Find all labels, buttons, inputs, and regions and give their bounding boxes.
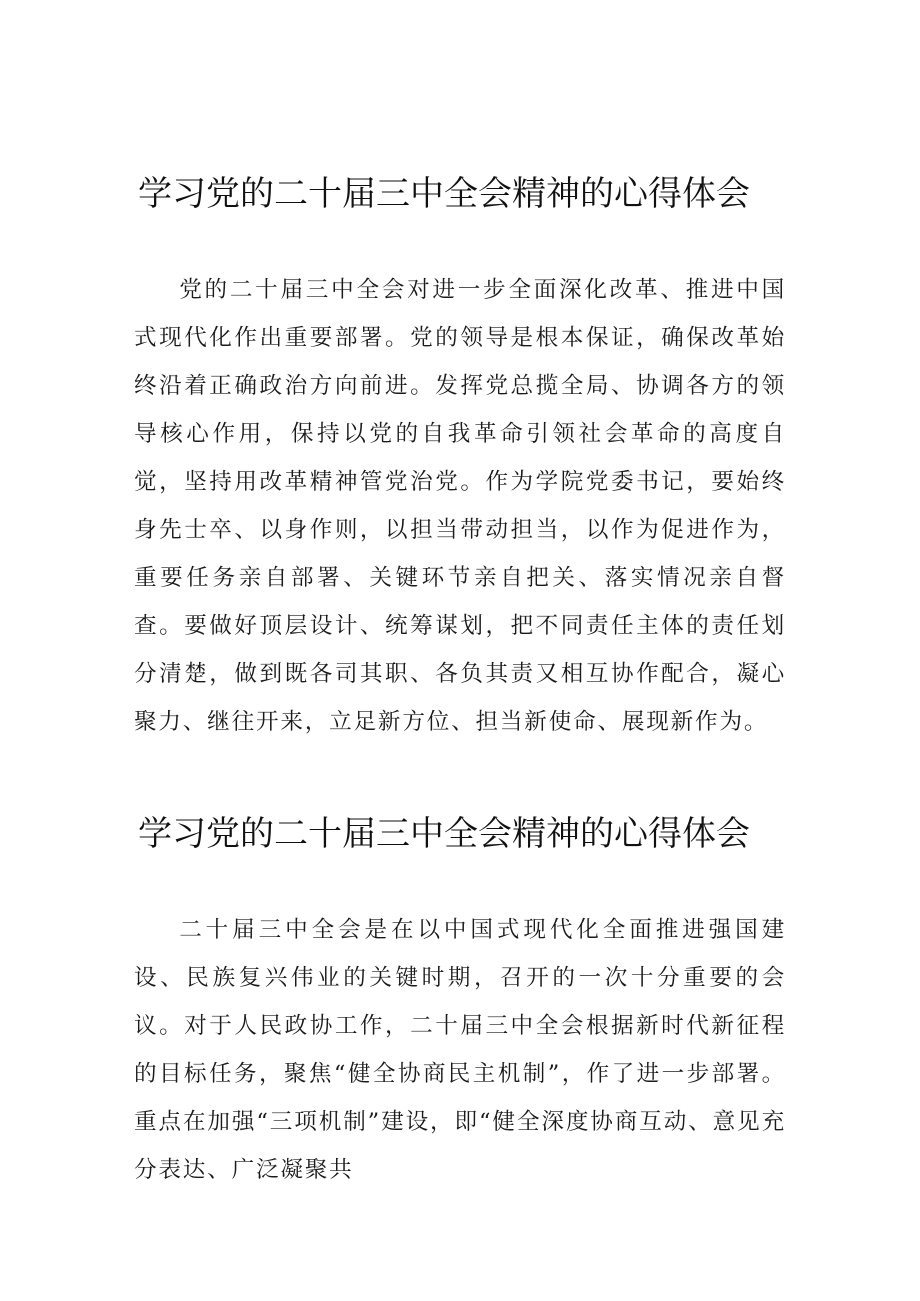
section-2-paragraph: 二十届三中全会是在以中国式现代化全面推进强国建设、民族复兴伟业的关键时期，召开的一次十分重要的会议。对于人民政协工作，二十届三中全会根据新时代新征程的目标任务，聚焦“健全协商民主机制”，作了进一步部署。重点在加强“三项机制”建设，即“健全深度协商互动、意见充分表达、广泛凝聚共	[134, 917, 786, 1183]
section-1-paragraph: 党的二十届三中全会对进一步全面深化改革、推进中国式现代化作出重要部署。党的领导是根本保证，确保改革始终沿着正确政治方向前进。发挥党总揽全局、协调各方的领导核心作用，保持以党的自我革命引领社会革命的高度自觉，坚持用改革精神管党治党。作为学院党委书记，要始终身先士卒、以身作则，以担当带动担当，以作为促进作为，重要任务亲自部署、关键环节亲自把关、落实情况亲自督查。要做好顶层设计、统筹谋划，把不同责任主体的责任划分清楚，做到既各司其职、各负其责又相互协作配合，凝心聚力、继往开来，立足新方位、担当新使命、展现新作为。	[134, 277, 786, 735]
section-1-title: 学习党的二十届三中全会精神的心得体会	[138, 174, 750, 214]
section-2-title: 学习党的二十届三中全会精神的心得体会	[138, 814, 750, 854]
